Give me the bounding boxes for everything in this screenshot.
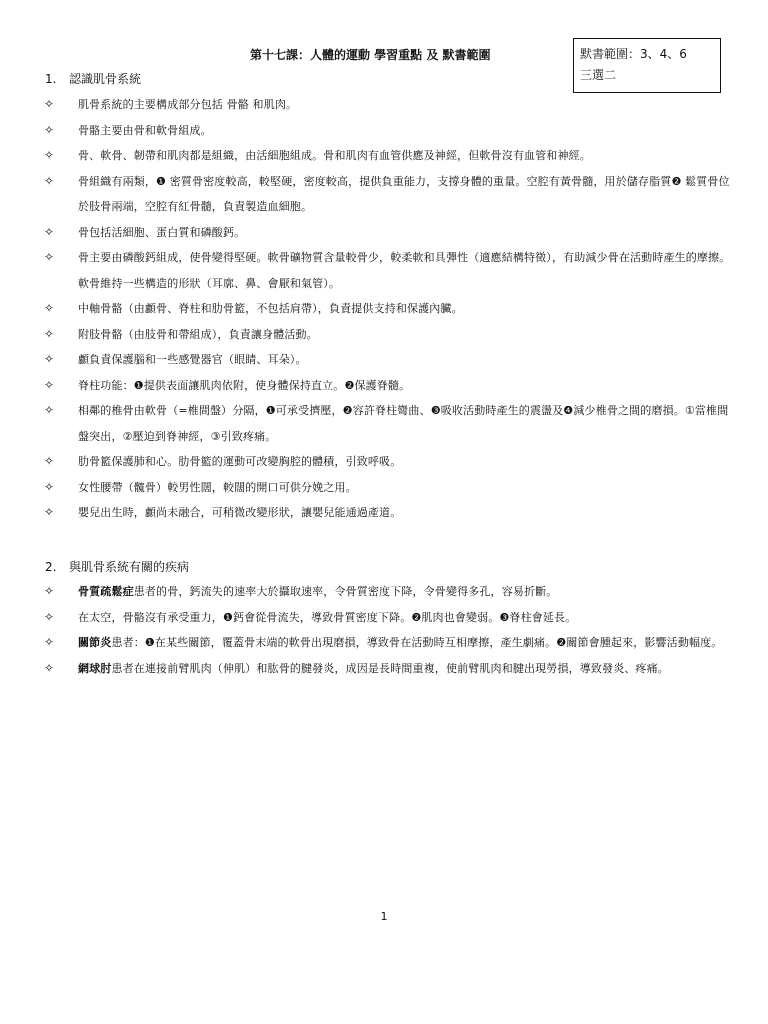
- list-item: [44, 296, 734, 322]
- diamond-bullet-icon: ✧: [44, 454, 55, 468]
- diamond-bullet-icon: ✧: [44, 505, 55, 519]
- list-item: [44, 92, 734, 118]
- list-item: [44, 449, 734, 475]
- item-text: 嬰兒出生時，顱尚未融合，可稍微改變形狀，讓嬰兒能通過產道。: [78, 506, 402, 519]
- list-item: [44, 245, 734, 296]
- section-1-number: 1.: [45, 72, 57, 86]
- diamond-bullet-icon: ✧: [44, 97, 55, 111]
- list-item: [44, 322, 734, 348]
- item-text: 女性腰帶（髖骨）較男性闊，較闊的開口可供分娩之用。: [78, 480, 357, 494]
- list-item: [44, 605, 734, 631]
- item-text: 肌骨系統的主要構成部分包括 骨骼 和肌肉。: [78, 98, 298, 111]
- item-text: 骨主要由磷酸鈣組成，使骨變得堅硬。軟骨礦物質含量較骨少，較柔軟和具彈性（適應結構特徵），有助減少骨在活動時產生的摩擦。軟骨維持一些構造的形狀（耳廓、鼻、會厭和氣管）。: [78, 251, 731, 290]
- list-item: [44, 630, 734, 656]
- diamond-bullet-icon: ✧: [44, 352, 55, 366]
- item-text: 骨組織有兩類，❶ 密質骨密度較高，較堅硬，密度較高，提供負重能力，支撐身體的重量。空腔有黃骨髓，用於儲存脂質❷ 鬆質骨位於肢骨兩端，空腔有紅骨髓，負責製造血細胞。: [78, 174, 730, 213]
- item-text: 骨、軟骨、韌帶和肌肉都是組織，由活細胞組成。骨和肌肉有血管供應及神經，但軟骨沒有血管和神經。: [78, 149, 591, 162]
- diamond-bullet-icon: ✧: [44, 250, 55, 264]
- diamond-bullet-icon: ✧: [44, 173, 55, 188]
- list-item: [44, 373, 734, 399]
- section-1-list: [44, 92, 734, 526]
- list-item: [44, 118, 734, 144]
- page-title: 第十七課：人體的運動 學習重點 及 默書範圍: [250, 48, 491, 62]
- section-1-heading: [45, 70, 141, 87]
- item-bold-term: 網球肘: [78, 661, 112, 675]
- diamond-bullet-icon: ✧: [44, 224, 55, 239]
- dictation-scope-box: [573, 38, 721, 93]
- diamond-bullet-icon: ✧: [44, 479, 55, 494]
- diamond-bullet-icon: ✧: [44, 148, 55, 162]
- section-2-title: 與肌骨系統有關的疾病: [69, 560, 190, 574]
- item-bold-term: 骨質疏鬆症: [78, 585, 134, 598]
- item-text: 相鄰的椎骨由軟骨（=椎間盤）分隔，❶可承受擠壓，❷容許脊柱彎曲、❸吸收活動時產生的震盪及❹減少椎骨之間的磨損。①當椎間盤突出，②壓迫到脊神經，③引致疼痛。: [78, 404, 729, 443]
- item-text: 患者的骨，鈣流失的速率大於攝取速率，令骨質密度下降，令骨變得多孔，容易折斷。: [133, 585, 558, 598]
- item-text: 在太空，骨骼沒有承受重力，❶鈣會從骨流失，導致骨質密度下降。❷肌肉也會變弱。❸脊柱會延長。: [78, 610, 577, 624]
- diamond-bullet-icon: ✧: [44, 584, 55, 598]
- item-text: 患者在連接前臂肌肉（伸肌）和肱骨的腱發炎，成因是長時間重複，使前臂肌肉和腱出現勞損，導致發炎、疼痛。: [111, 661, 669, 675]
- list-item: [44, 500, 734, 526]
- list-item: [44, 398, 734, 449]
- item-text: 骨骼主要由骨和軟骨組成。: [78, 123, 212, 137]
- section-2-number: 2.: [45, 560, 57, 574]
- list-item: [44, 656, 734, 682]
- item-text: 顱負責保護腦和一些感覺器官（眼睛、耳朵）。: [78, 353, 307, 366]
- item-text: 骨包括活細胞、蛋白質和磷酸鈣。: [78, 225, 246, 239]
- item-text: 附肢骨骼（由肢骨和帶組成），負責讓身體活動。: [78, 327, 318, 341]
- diamond-bullet-icon: ✧: [44, 403, 55, 417]
- diamond-bullet-icon: ✧: [44, 660, 55, 675]
- section-2-list: [44, 579, 734, 681]
- diamond-bullet-icon: ✧: [44, 326, 55, 341]
- diamond-bullet-icon: ✧: [44, 377, 55, 392]
- item-text: 脊柱功能：❶提供表面讓肌肉依附，使身體保持直立。❷保護脊髓。: [78, 378, 411, 392]
- section-1-title: 認識肌骨系統: [69, 72, 142, 86]
- dictation-choice-text: 三選二: [580, 68, 617, 82]
- list-item: [44, 475, 734, 501]
- list-item: [44, 579, 734, 605]
- list-item: [44, 169, 734, 220]
- list-item: [44, 143, 734, 169]
- diamond-bullet-icon: ✧: [44, 635, 55, 649]
- item-text: 患者：❶在某些關節，覆蓋骨末端的軟骨出現磨損，導致骨在活動時互相摩擦，產生劇痛。❷關節會腫起來，影響活動幅度。: [111, 636, 723, 649]
- list-item: [44, 220, 734, 246]
- item-text: 肋骨籃保護肺和心。肋骨籃的運動可改變胸腔的體積，引致呼吸。: [78, 455, 402, 468]
- diamond-bullet-icon: ✧: [44, 609, 55, 624]
- section-2-heading: [45, 558, 189, 575]
- diamond-bullet-icon: ✧: [44, 301, 55, 315]
- list-item: [44, 347, 734, 373]
- dictation-scope-text: 默書範圍：3、4、6: [580, 47, 687, 61]
- diamond-bullet-icon: ✧: [44, 122, 55, 137]
- item-bold-term: 關節炎: [78, 636, 112, 649]
- item-text: 中軸骨骼（由顱骨、脊柱和肋骨籃，不包括肩帶），負責提供支持和保護內臟。: [78, 302, 463, 315]
- page-number: 1: [380, 910, 388, 923]
